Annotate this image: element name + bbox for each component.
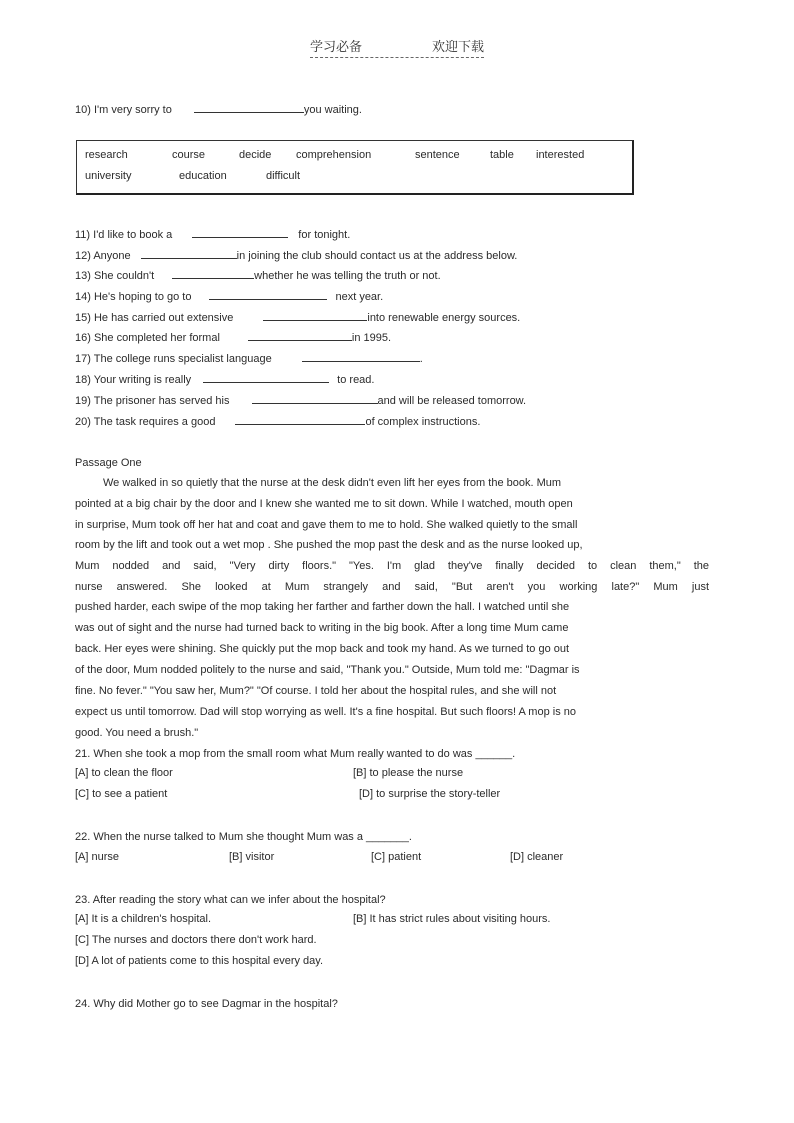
- question-text: for tonight.: [298, 229, 351, 241]
- word-bank-item: interested: [536, 149, 585, 161]
- question-17: [75, 351, 423, 366]
- question-text: 17) The college runs specialist language: [75, 353, 272, 365]
- word-bank-item: course: [172, 149, 206, 161]
- option-22-c[interactable]: [C] patient: [371, 851, 422, 863]
- passage-line: pushed harder, each swipe of the mop taking her farther and farther down the hall. I watched until she: [75, 601, 570, 613]
- question-text: .: [419, 353, 423, 365]
- question-18: [75, 372, 374, 387]
- question-text: 19) The prisoner has served his: [75, 395, 230, 407]
- question-text: next year.: [335, 291, 384, 303]
- question-text: 15) He has carried out extensive: [75, 312, 234, 324]
- answer-blank[interactable]: [252, 393, 378, 404]
- header-right-text: 欢迎下载: [432, 40, 485, 55]
- question-20: [75, 414, 480, 429]
- question-19: [75, 393, 526, 408]
- answer-blank[interactable]: [203, 372, 329, 383]
- word-bank-item: comprehension: [296, 149, 372, 161]
- passage-line: Mum nodded and said, "Very dirty floors." "Yes. I'm glad they've finally decided to clean them," the: [75, 560, 709, 572]
- question-text: 18) Your writing is really: [75, 374, 192, 386]
- question-21-stem: 21. When she took a mop from the small room what Mum really wanted to do was ______.: [75, 748, 516, 760]
- question-text: 12) Anyone: [75, 250, 131, 262]
- answer-blank[interactable]: [172, 268, 254, 279]
- question-text: 10) I'm very sorry to: [75, 104, 172, 116]
- question-text: 20) The task requires a good: [75, 416, 216, 428]
- question-text: in joining the club should contact us at the address below.: [236, 250, 518, 262]
- question-16: [75, 330, 391, 345]
- word-bank-item: sentence: [415, 149, 460, 161]
- question-14: [75, 289, 383, 304]
- option-21-d[interactable]: [D] to surprise the story-teller: [359, 788, 501, 800]
- question-text: and will be released tomorrow.: [377, 395, 527, 407]
- question-13: [75, 268, 441, 283]
- option-23-d[interactable]: [D] A lot of patients come to this hospital every day.: [75, 955, 324, 967]
- question-text: whether he was telling the truth or not.: [254, 270, 441, 282]
- question-text: you waiting.: [303, 104, 362, 116]
- option-22-d[interactable]: [D] cleaner: [510, 851, 564, 863]
- question-text: into renewable energy sources.: [367, 312, 521, 324]
- question-text: 13) She couldn't: [75, 270, 155, 282]
- question-12: [75, 248, 517, 263]
- answer-blank[interactable]: [192, 227, 288, 238]
- word-bank-item: table: [490, 149, 514, 161]
- option-22-b[interactable]: [B] visitor: [229, 851, 275, 863]
- question-10: [75, 102, 362, 117]
- passage-line: expect us until tomorrow. Dad will stop worrying as well. It's a fine hospital. But such floors! A mop is no: [75, 706, 576, 718]
- option-21-c[interactable]: [C] to see a patient: [75, 788, 168, 800]
- answer-blank[interactable]: [235, 414, 365, 425]
- answer-blank[interactable]: [141, 248, 237, 259]
- header-left-text: 学习必备: [309, 40, 362, 55]
- passage-line: in surprise, Mum took off her hat and coat and gave them to me to hold. She walked quietly to the small: [75, 519, 578, 531]
- passage-line: was out of sight and the nurse had turned back to writing in the big book. After a long time Mum came: [75, 622, 569, 634]
- question-15: [75, 310, 520, 325]
- passage-line: fine. No fever." "You saw her, Mum?" "Of course. I told her about the hospital rules, and she will not: [75, 685, 557, 697]
- question-text: in 1995.: [351, 332, 392, 344]
- word-bank-item: research: [85, 149, 128, 161]
- passage-line: good. You need a brush.": [75, 727, 199, 739]
- question-text: 14) He's hoping to go to: [75, 291, 192, 303]
- passage-line: room by the lift and took out a wet mop . She pushed the mop past the desk and as the nurse looked up,: [75, 539, 583, 551]
- question-23-stem: 23. After reading the story what can we infer about the hospital?: [75, 894, 386, 906]
- option-21-b[interactable]: [B] to please the nurse: [353, 767, 464, 779]
- question-text: 11) I'd like to book a: [75, 229, 173, 241]
- passage-line: nurse answered. She looked at Mum strangely and said, "But aren't you working late?" Mum just: [75, 581, 709, 593]
- word-bank-item: education: [179, 170, 227, 182]
- option-23-a[interactable]: [A] It is a children's hospital.: [75, 913, 211, 925]
- passage-line: pointed at a big chair by the door and I knew she wanted me to sit down. While I watched, mouth open: [75, 498, 573, 510]
- answer-blank[interactable]: [248, 330, 352, 341]
- answer-blank[interactable]: [263, 310, 367, 321]
- question-text: 16) She completed her formal: [75, 332, 220, 344]
- passage-line: We walked in so quietly that the nurse at the desk didn't even lift her eyes from the book. Mum: [103, 477, 562, 489]
- word-bank-item: decide: [239, 149, 272, 161]
- word-bank-item: difficult: [266, 170, 301, 182]
- passage-title: Passage One: [75, 457, 142, 469]
- question-11: [75, 227, 350, 242]
- question-24-stem: 24. Why did Mother go to see Dagmar in the hospital?: [75, 998, 338, 1010]
- question-22-stem: 22. When the nurse talked to Mum she thought Mum was a _______.: [75, 831, 412, 843]
- passage-line: back. Her eyes were shining. She quickly put the mop back and took my hand. As we turned to go out: [75, 643, 570, 655]
- option-22-a[interactable]: [A] nurse: [75, 851, 120, 863]
- question-text: to read.: [337, 374, 375, 386]
- answer-blank[interactable]: [302, 351, 420, 362]
- option-23-c[interactable]: [C] The nurses and doctors there don't work hard.: [75, 934, 317, 946]
- word-bank-box: [76, 140, 634, 195]
- passage-line: of the door, Mum nodded politely to the nurse and said, "Thank you." Outside, Mum told me: "Dagmar is: [75, 664, 580, 676]
- option-21-a[interactable]: [A] to clean the floor: [75, 767, 173, 779]
- word-bank-item: university: [85, 170, 132, 182]
- option-23-b[interactable]: [B] It has strict rules about visiting hours.: [353, 913, 551, 925]
- answer-blank[interactable]: [194, 102, 304, 113]
- answer-blank[interactable]: [209, 289, 327, 300]
- page-header: [0, 36, 794, 58]
- question-text: of complex instructions.: [365, 416, 481, 428]
